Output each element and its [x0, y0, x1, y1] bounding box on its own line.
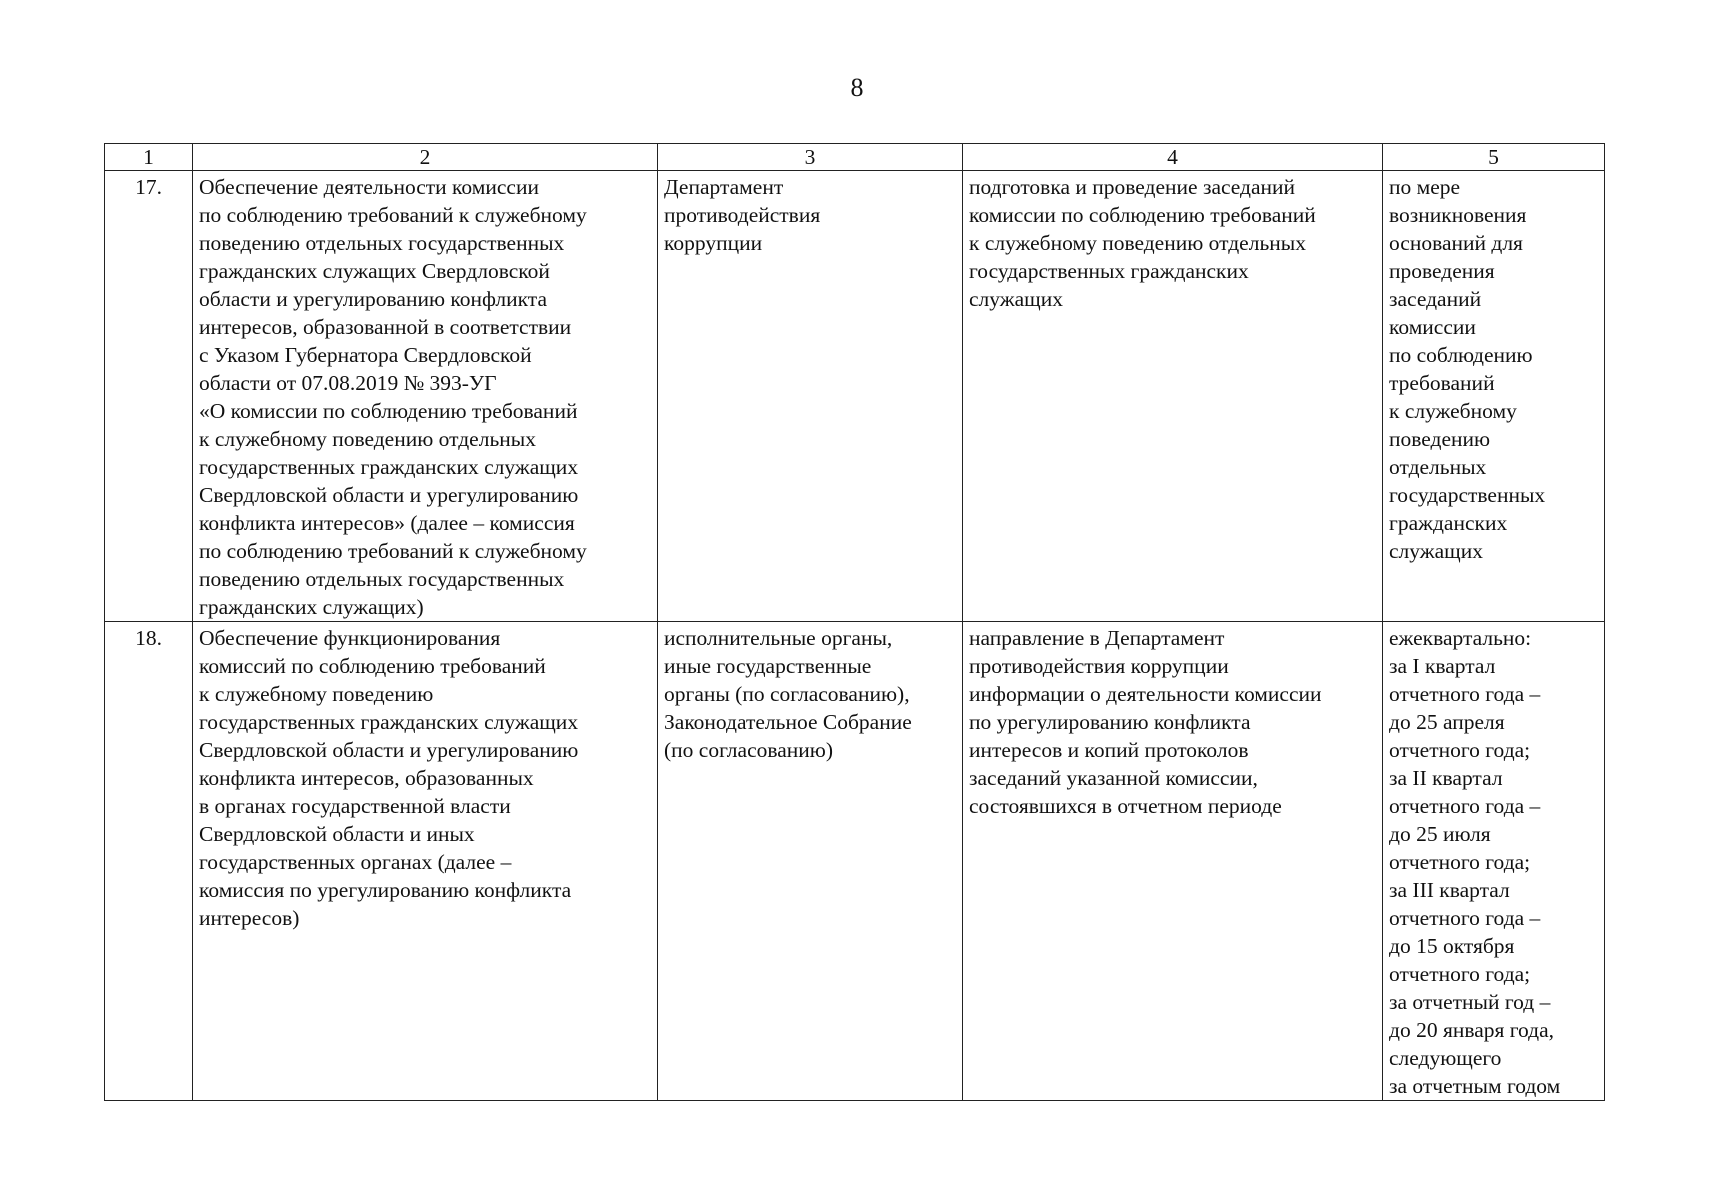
deadline-cell: по мере возникновения оснований для проведения заседаний комиссии по соблюдению требований к служебному поведению отдельных государственных гражданских служащих — [1383, 171, 1605, 622]
table-row — [105, 622, 1605, 1101]
column-header-1: 1 — [105, 144, 193, 171]
column-header-4: 4 — [963, 144, 1383, 171]
column-header-2: 2 — [193, 144, 658, 171]
row-number: 18. — [105, 622, 193, 1101]
executor-cell: Департамент противодействия коррупции — [658, 171, 963, 622]
page-number: 8 — [850, 73, 864, 102]
table-header-row — [105, 144, 1605, 171]
deadline-cell: ежеквартально: за I квартал отчетного года – до 25 апреля отчетного года; за II квартал отчетного года – до 25 июля отчетного года; за III квартал отчетного года – до 15 октября отчетного года; за отчетный год – до 20 января года, следующего за отчетным годом — [1383, 622, 1605, 1101]
activity-cell: Обеспечение деятельности комиссии по соблюдению требований к служебному поведению отдельных государственных гражданских служащих Свердловской области и урегулированию конфликта интересов, образованной в соответствии с Указом Губернатора Свердловской области от 07.08.2019 № 393-УГ «О комиссии по соблюдению требований к служебному поведению отдельных государственных гражданских служащих Свердловской области и урегулированию конфликта интересов» (далее – комиссия по соблюдению требований к служебному поведению отдельных государственных гражданских служащих) — [193, 171, 658, 622]
activity-cell: Обеспечение функционирования комиссий по соблюдению требований к служебному поведению государственных гражданских служащих Свердловской области и урегулированию конфликта интересов, образованных в органах государственной власти Свердловской области и иных государственных органах (далее – комиссия по урегулированию конфликта интересов) — [193, 622, 658, 1101]
column-header-5: 5 — [1383, 144, 1605, 171]
result-cell: направление в Департамент противодействия коррупции информации о деятельности комиссии по урегулированию конфликта интересов и копий протоколов заседаний указанной комиссии, состоявшихся в отчетном периоде — [963, 622, 1383, 1101]
measures-table — [104, 143, 1605, 1101]
row-number: 17. — [105, 171, 193, 622]
result-cell: подготовка и проведение заседаний комиссии по соблюдению требований к служебному поведению отдельных государственных гражданских служащих — [963, 171, 1383, 622]
column-header-3: 3 — [658, 144, 963, 171]
executor-cell: исполнительные органы, иные государственные органы (по согласованию), Законодательное Собрание (по согласованию) — [658, 622, 963, 1101]
table-row — [105, 171, 1605, 622]
